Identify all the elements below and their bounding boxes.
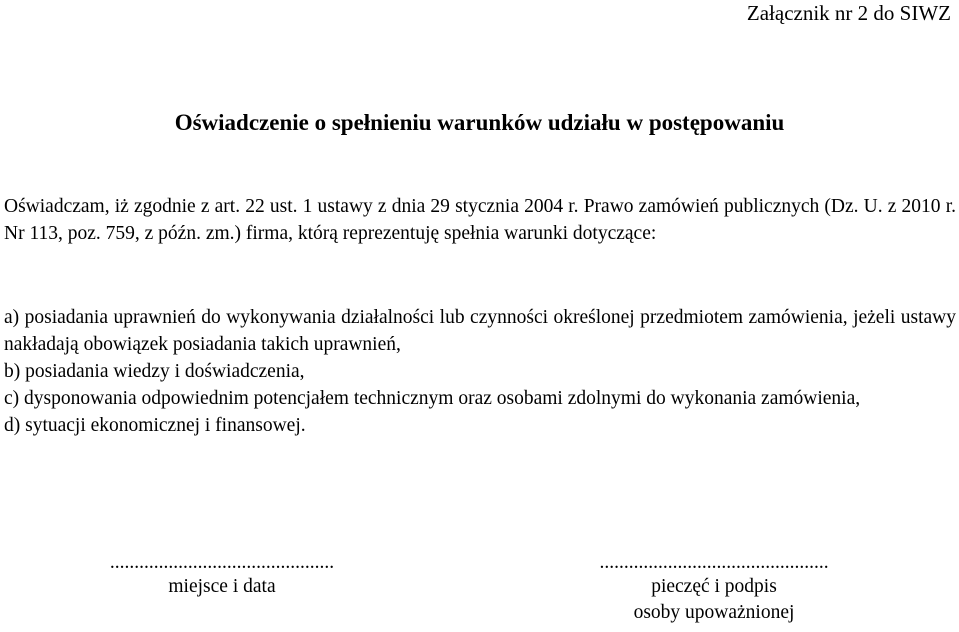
- stamp-label-line2: osoby upoważnionej: [633, 602, 795, 623]
- condition-item-b: b) posiadania wiedzy i doświadczenia,: [4, 361, 305, 382]
- conditions-list: [4, 304, 956, 439]
- place-date-label: miejsce i data: [168, 576, 276, 597]
- stamp-dotted-line: ...............................................: [599, 552, 829, 573]
- signature-place-date: [72, 552, 372, 600]
- condition-item-a: a) posiadania uprawnień do wykonywania działalności lub czynności określonej przedmiotem zamówienia, jeżeli ustawy nakładają obowiązek posiadania takich uprawnień,: [4, 307, 956, 355]
- place-date-dotted-line: ..............................................: [109, 552, 335, 573]
- signature-stamp: [554, 552, 874, 626]
- intro-paragraph: Oświadczam, iż zgodnie z art. 22 ust. 1 ustawy z dnia 29 stycznia 2004 r. Prawo zamówień publicznych (Dz. U. z 2010 r. Nr 113, poz. 759, z późn. zm.) firma, którą reprezentuję spełnia warunki dotyczące:: [4, 196, 956, 244]
- condition-item-d: d) sytuacji ekonomicznej i finansowej.: [4, 415, 306, 436]
- stamp-label-line1: pieczęć i podpis: [651, 576, 777, 597]
- document-title: Oświadczenie o spełnieniu warunków udziału w postępowaniu: [174, 110, 785, 135]
- condition-item-c: c) dysponowania odpowiednim potencjałem technicznym oraz osobami zdolnymi do wykonania zamówienia,: [4, 388, 861, 409]
- annex-label: Załącznik nr 2 do SIWZ: [746, 1, 951, 25]
